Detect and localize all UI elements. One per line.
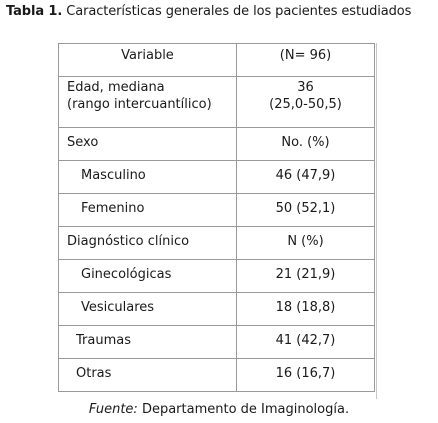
row-label-trauma: Traumas (59, 326, 237, 359)
row-label-gynecologic: Ginecológicas (59, 260, 237, 293)
age-value-line2: (25,0-50,5) (269, 97, 342, 112)
table-row (59, 161, 375, 194)
row-value-vesicular: 18 (18,8) (237, 293, 375, 326)
source-text: Departamento de Imaginología. (141, 402, 350, 417)
table-row (59, 326, 375, 359)
row-label-age (59, 77, 237, 128)
age-label-line2: (rango intercuantílico) (67, 97, 212, 112)
table-header-row (59, 44, 375, 77)
row-value-age (237, 77, 375, 128)
header-value: (N= 96) (237, 44, 375, 77)
row-label-male: Masculino (59, 161, 237, 194)
row-value-trauma: 41 (42,7) (237, 326, 375, 359)
table-row (59, 227, 375, 260)
table-source-note (0, 402, 438, 417)
row-label-diagnosis: Diagnóstico clínico (59, 227, 237, 260)
table-row (59, 359, 375, 392)
age-label-line1: Edad, mediana (67, 80, 165, 95)
table-caption (6, 4, 411, 19)
table-row (59, 194, 375, 227)
row-value-diagnosis: N (%) (237, 227, 375, 260)
table-row (59, 260, 375, 293)
row-value-other: 16 (16,7) (237, 359, 375, 392)
table-caption-text: Características generales de los pacientes estudiados (66, 4, 412, 19)
age-value-line1: 36 (297, 80, 314, 95)
row-label-sex: Sexo (59, 128, 237, 161)
table-caption-label: Tabla 1. (6, 4, 63, 19)
table-row (59, 128, 375, 161)
table-row (59, 293, 375, 326)
source-label: Fuente: (88, 402, 138, 417)
row-value-gynecologic: 21 (21,9) (237, 260, 375, 293)
row-label-other: Otras (59, 359, 237, 392)
row-label-vesicular: Vesiculares (59, 293, 237, 326)
row-value-female: 50 (52,1) (237, 194, 375, 227)
row-value-male: 46 (47,9) (237, 161, 375, 194)
row-label-female: Femenino (59, 194, 237, 227)
table-row (59, 77, 375, 128)
header-variable: Variable (59, 44, 237, 77)
patient-characteristics-table (58, 43, 375, 392)
table-right-edge-shadow (376, 43, 377, 399)
row-value-sex: No. (%) (237, 128, 375, 161)
